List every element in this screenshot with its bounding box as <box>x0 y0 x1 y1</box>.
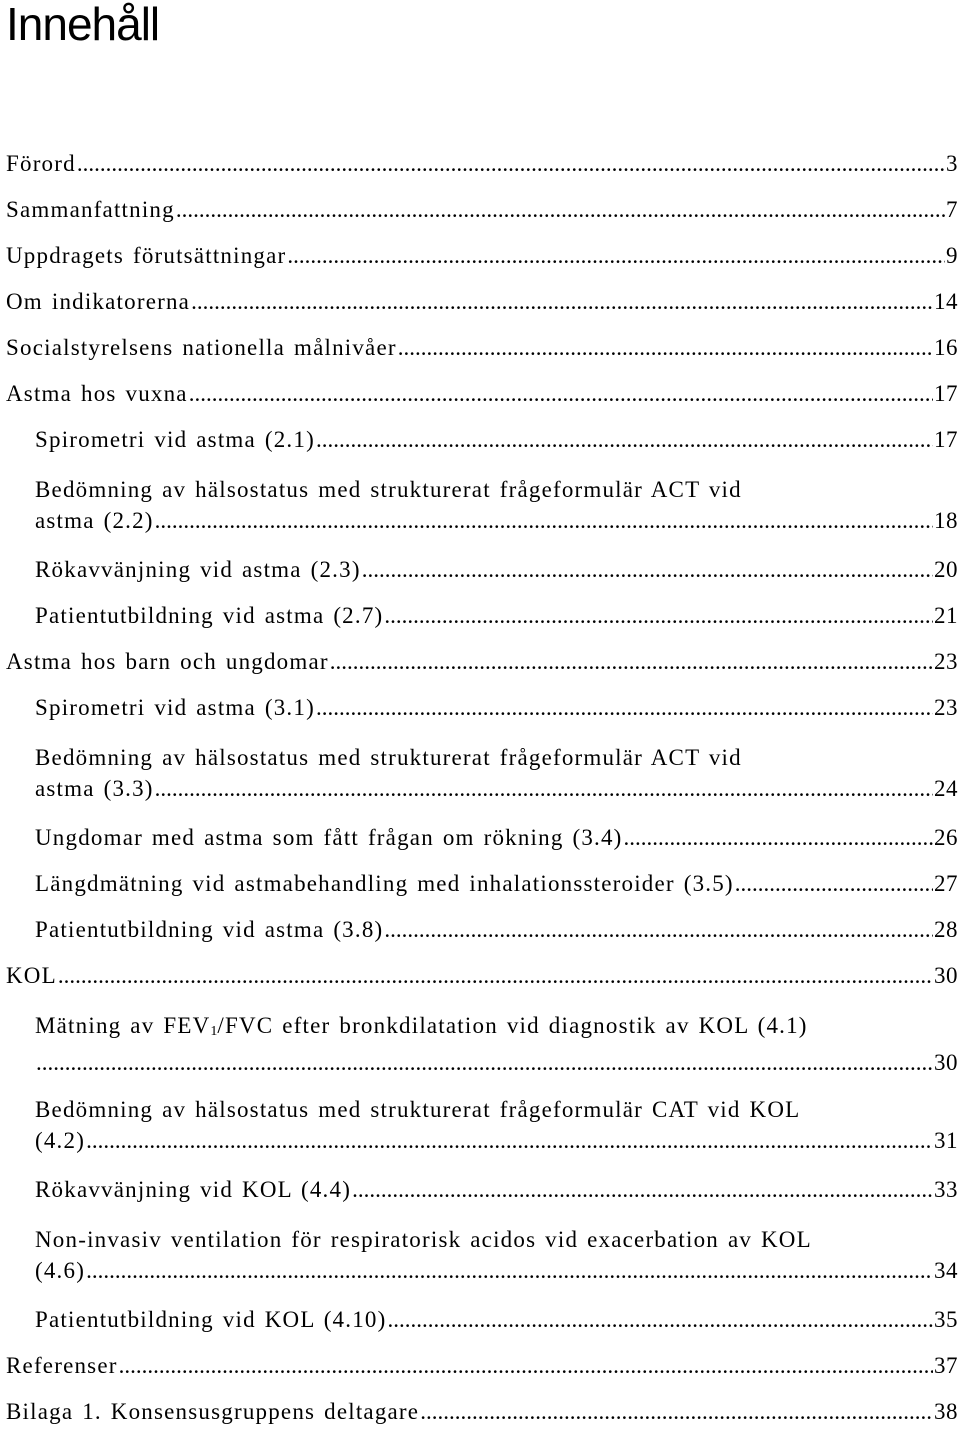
toc-entry-title: Rökavvänjning vid astma (2.3) <box>35 557 361 582</box>
toc-entry-title-cont: astma (2.2) <box>35 508 154 533</box>
dot-leader <box>384 911 933 949</box>
dot-leader <box>316 421 933 459</box>
toc-entry-title-cont: (4.2) <box>35 1128 86 1153</box>
toc-entry-title: Patientutbildning vid astma (3.8) <box>35 917 384 942</box>
toc-entry-page: 28 <box>934 917 958 942</box>
dot-leader <box>287 237 945 275</box>
dot-leader <box>36 1047 933 1078</box>
toc-entry-bilaga-1[interactable] <box>6 1393 958 1439</box>
toc-entry-title: Spirometri vid astma (3.1) <box>35 695 315 720</box>
page-title: Innehåll <box>6 0 160 50</box>
dot-leader <box>86 1125 933 1156</box>
toc-entry-title-cont: (4.6) <box>35 1258 86 1283</box>
toc-entry-page: 17 <box>934 427 958 452</box>
toc-entry-kol[interactable] <box>6 957 958 1003</box>
dot-leader <box>735 865 933 903</box>
toc-entry-title: Om indikatorerna <box>6 289 191 314</box>
toc-entry-cat-4-2[interactable] <box>6 1087 958 1171</box>
toc-entry-page: 31 <box>934 1128 958 1153</box>
toc-entry-langdmatning-3-5[interactable] <box>6 865 958 911</box>
toc-entry-title: Bilaga 1. Konsensusgruppens deltagare <box>6 1399 420 1424</box>
toc-entry-page: 26 <box>934 825 958 850</box>
toc-entry-fev1-fvc-4-1[interactable] <box>6 1003 958 1087</box>
toc-entry-title: Sammanfattning <box>6 197 175 222</box>
toc-entry-page: 9 <box>946 243 958 268</box>
toc-entry-spirometri-2-1[interactable] <box>6 421 958 467</box>
dot-leader <box>155 505 933 536</box>
toc-entry-title: Förord <box>6 151 76 176</box>
dot-leader <box>189 375 933 413</box>
toc-entry-niv-4-6[interactable] <box>6 1217 958 1301</box>
toc-entry-title: Referenser <box>6 1353 118 1378</box>
toc-entry-om-indikatorerna[interactable] <box>6 283 958 329</box>
toc-entry-title: Uppdragets förutsättningar <box>6 243 287 268</box>
dot-leader <box>119 1347 933 1385</box>
toc-entry-page: 38 <box>934 1399 958 1424</box>
toc-entry-page: 21 <box>934 603 958 628</box>
toc-entry-page: 16 <box>934 335 958 360</box>
toc-entry-page: 30 <box>934 1050 958 1075</box>
toc-entry-page: 30 <box>934 963 958 988</box>
dot-leader <box>155 773 933 804</box>
dot-leader <box>387 1301 933 1339</box>
dot-leader <box>352 1171 933 1209</box>
toc-entry-patientutbildning-3-8[interactable] <box>6 911 958 957</box>
toc-entry-page: 37 <box>934 1353 958 1378</box>
toc-entry-spirometri-3-1[interactable] <box>6 689 958 735</box>
toc-entry-title: Non-invasiv ventilation för respiratorisk acidos vid exacerbation av KOL <box>35 1227 812 1252</box>
subscript: 1 <box>210 1024 218 1039</box>
toc-entry-page: 17 <box>934 381 958 406</box>
toc-entry-page: 7 <box>946 197 958 222</box>
toc-entry-nationella-malnivaer[interactable] <box>6 329 958 375</box>
dot-leader <box>420 1393 933 1431</box>
toc-entry-title: Ungdomar med astma som fått frågan om rökning (3.4) <box>35 825 623 850</box>
toc-entry-page: 27 <box>934 871 958 896</box>
table-of-contents <box>6 145 958 1439</box>
toc-entry-title: Rökavvänjning vid KOL (4.4) <box>35 1177 352 1202</box>
dot-leader <box>624 819 933 857</box>
toc-entry-title: Bedömning av hälsostatus med strukturerat frågeformulär ACT vid <box>35 477 742 502</box>
toc-entry-ungdomar-rokning-3-4[interactable] <box>6 819 958 865</box>
toc-entry-rokavvanjning-2-3[interactable] <box>6 551 958 597</box>
dot-leader <box>191 283 933 321</box>
toc-entry-act-2-2[interactable] <box>6 467 958 551</box>
toc-entry-title: Patientutbildning vid KOL (4.10) <box>35 1307 387 1332</box>
dot-leader <box>384 597 933 635</box>
toc-entry-patientutbildning-2-7[interactable] <box>6 597 958 643</box>
toc-entry-title-post: /FVC efter bronkdilatation vid diagnostik av KOL (4.1) <box>217 1013 808 1038</box>
toc-entry-page: 23 <box>934 695 958 720</box>
toc-entry-title-pre: Mätning av FEV <box>35 1013 211 1038</box>
toc-entry-page: 33 <box>934 1177 958 1202</box>
toc-entry-title: Socialstyrelsens nationella målnivåer <box>6 335 397 360</box>
dot-leader <box>316 689 933 727</box>
toc-entry-rokavvanjning-4-4[interactable] <box>6 1171 958 1217</box>
toc-entry-page: 35 <box>934 1307 958 1332</box>
toc-entry-patientutbildning-4-10[interactable] <box>6 1301 958 1347</box>
toc-entry-act-3-3[interactable] <box>6 735 958 819</box>
toc-entry-title: Spirometri vid astma (2.1) <box>35 427 315 452</box>
dot-leader <box>330 643 933 681</box>
toc-entry-page: 34 <box>934 1258 958 1283</box>
toc-entry-title: Astma hos barn och ungdomar <box>6 649 329 674</box>
toc-entry-referenser[interactable] <box>6 1347 958 1393</box>
toc-entry-title: Längdmätning vid astmabehandling med inhalationssteroider (3.5) <box>35 871 734 896</box>
dot-leader <box>362 551 933 589</box>
dot-leader <box>58 957 933 995</box>
toc-entry-title: Patientutbildning vid astma (2.7) <box>35 603 384 628</box>
toc-entry-page: 20 <box>934 557 958 582</box>
toc-entry-title: KOL <box>6 963 57 988</box>
toc-entry-page: 14 <box>934 289 958 314</box>
dot-leader <box>176 191 945 229</box>
toc-entry-title: Astma hos vuxna <box>6 381 188 406</box>
toc-entry-forord[interactable] <box>6 145 958 191</box>
toc-entry-page: 3 <box>946 151 958 176</box>
dot-leader <box>77 145 945 183</box>
toc-entry-astma-barn-ungdomar[interactable] <box>6 643 958 689</box>
dot-leader <box>86 1255 933 1286</box>
toc-entry-title: Bedömning av hälsostatus med strukturerat frågeformulär CAT vid KOL <box>35 1097 801 1122</box>
toc-entry-sammanfattning[interactable] <box>6 191 958 237</box>
toc-entry-page: 23 <box>934 649 958 674</box>
toc-entry-uppdragets-forutsattningar[interactable] <box>6 237 958 283</box>
dot-leader <box>398 329 933 367</box>
toc-entry-page: 24 <box>934 776 958 801</box>
toc-entry-page: 18 <box>934 508 958 533</box>
toc-entry-title <box>35 1010 958 1047</box>
toc-entry-title-cont: astma (3.3) <box>35 776 154 801</box>
toc-entry-astma-hos-vuxna[interactable] <box>6 375 958 421</box>
toc-entry-title: Bedömning av hälsostatus med strukturerat frågeformulär ACT vid <box>35 745 742 770</box>
